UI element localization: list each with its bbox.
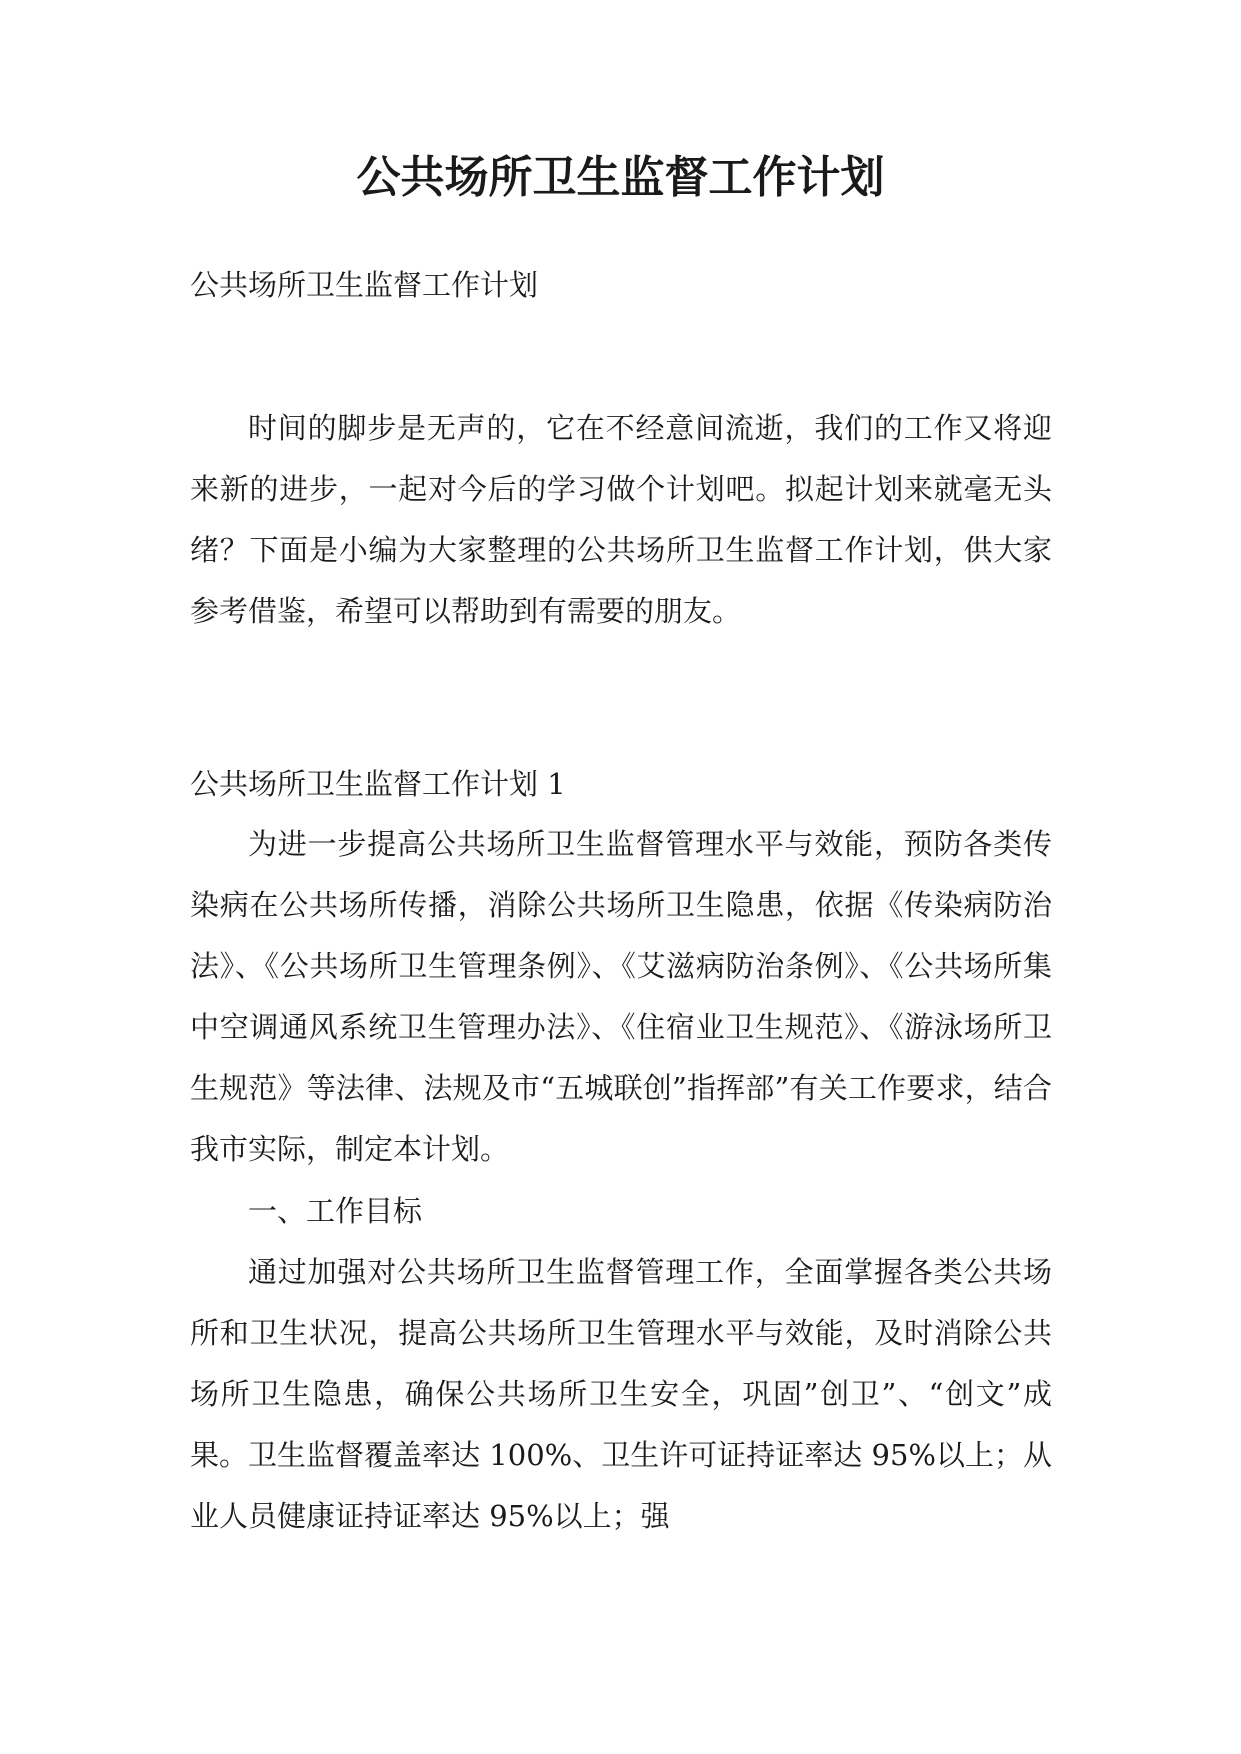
goal-paragraph: 通过加强对公共场所卫生监督管理工作，全面掌握各类公共场所和卫生状况，提高公共场所卫生管理水平与效能，及时消除公共场所卫生隐患，确保公共场所卫生安全，巩固”创卫”、“创文”成果。卫生监督覆盖率达 100%、卫生许可证持证率达 95%以上；从业人员健康证持证率达 95%以上；强 <box>190 1255 1052 1533</box>
goal-heading: 一、工作目标 <box>248 1194 423 1228</box>
intro-paragraph: 时间的脚步是无声的，它在不经意间流逝，我们的工作又将迎来新的进步，一起对今后的学习做个计划吧。拟起计划来就毫无头绪？下面是小编为大家整理的公共场所卫生监督工作计划，供大家参考借鉴，希望可以帮助到有需要的朋友。 <box>190 411 1052 628</box>
section-paragraph: 为进一步提高公共场所卫生监督管理水平与效能，预防各类传染病在公共场所传播，消除公共场所卫生隐患，依据《传染病防治法》、《公共场所卫生管理条例》、《艾滋病防治条例》、《公共场所集中空调通风系统卫生管理办法》、《住宿业卫生规范》、《游泳场所卫生规范》等法律、法规及市“五城联创”指挥部”有关工作要求，结合我市实际，制定本计划。 <box>190 827 1052 1166</box>
section-title: 公共场所卫生监督工作计划 1 <box>190 767 566 801</box>
document-title: 公共场所卫生监督工作计划 <box>356 152 885 203</box>
document-subtitle: 公共场所卫生监督工作计划 <box>190 268 539 302</box>
